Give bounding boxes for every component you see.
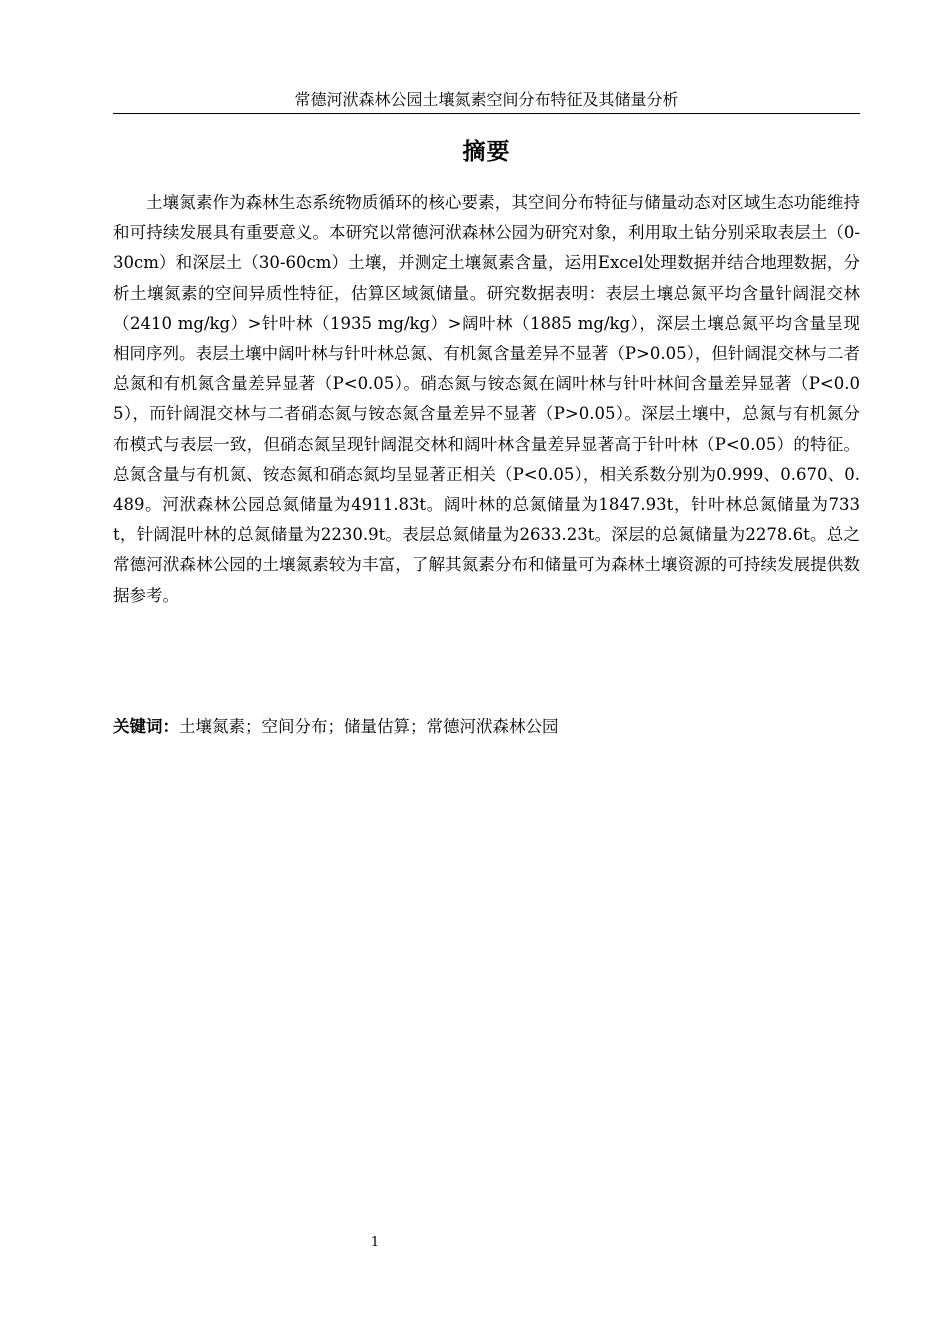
keywords-label: 关键词： [113,717,179,736]
keywords-line [113,712,860,742]
abstract-title: 摘要 [462,139,511,165]
keywords-text: 土壤氮素；空间分布；储量估算；常德河洑森林公园 [179,717,559,736]
running-header: 常德河洑森林公园土壤氮素空间分布特征及其储量分析 [294,90,679,109]
abstract-body: 土壤氮素作为森林生态系统物质循环的核心要素，其空间分布特征与储量动态对区域生态功能维持和可持续发展具有重要意义。本研究以常德河洑森林公园为研究对象，利用取土钻分别采取表层土（0-30cm）和深层土（30-60cm）土壤，并测定土壤氮素含量，运用Excel处理数据并结合地理数据，分析土壤氮素的空间异质性特征，估算区域氮储量。研究数据表明：表层土壤总氮平均含量针阔混交林（2410 mg/kg）>针叶林（1935 mg/kg）>阔叶林（1885 mg/kg），深层土壤总氮平均含量呈现相同序列。表层土壤中阔叶林与针叶林总氮、有机氮含量差异不显著（P>0.05），但针阔混交林与二者总氮和有机氮含量差异显著（P<0.05）。硝态氮与铵态氮在阔叶林与针叶林间含量差异显著（P<0.05），而针阔混交林与二者硝态氮与铵态氮含量差异不显著（P>0.05）。深层土壤中，总氮与有机氮分布模式与表层一致，但硝态氮呈现针阔混交林和阔叶林含量差异显著高于针叶林（P<0.05）的特征。总氮含量与有机氮、铵态氮和硝态氮均呈显著正相关（P<0.05），相关系数分别为0.999、0.670、0.489。河洑森林公园总氮储量为4911.83t。阔叶林的总氮储量为1847.93t，针叶林总氮储量为733t，针阔混叶林的总氮储量为2230.9t。表层总氮储量为2633.23t。深层的总氮储量为2278.6t。总之常德河洑森林公园的土壤氮素较为丰富，了解其氮素分布和储量可为森林土壤资源的可持续发展提供数据参考。 [113,193,860,605]
page-number: 1 [370,1235,380,1250]
header-rule [113,113,860,114]
